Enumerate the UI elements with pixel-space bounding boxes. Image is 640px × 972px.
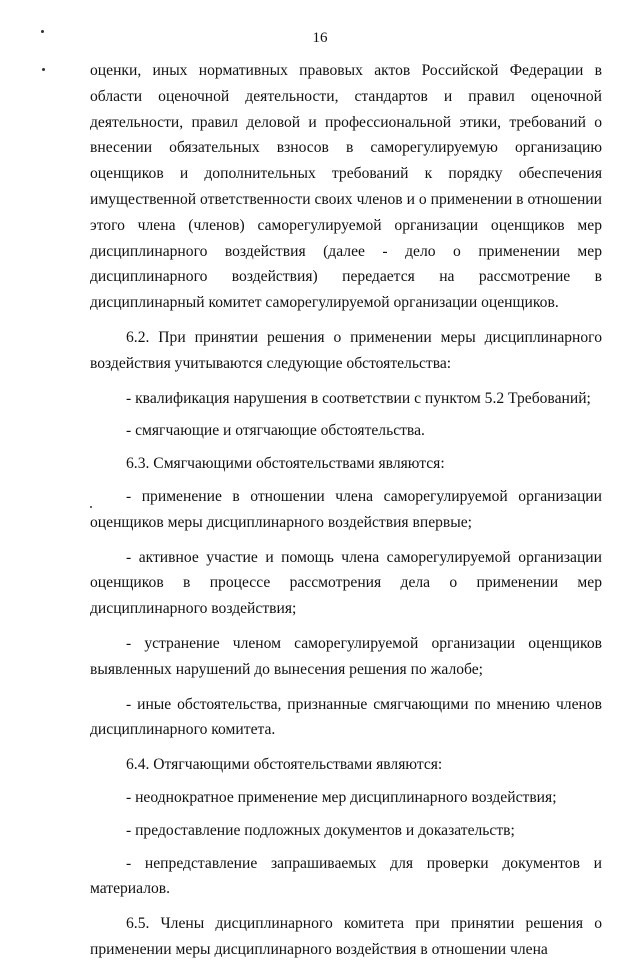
list-item-other-mitigating: - иные обстоятельства, признанные смягчающими по мнению членов дисциплинарного комитета. [90,695,602,739]
list-item-circumstances: - смягчающие и отягчающие обстоятельства. [126,422,425,440]
list-item-elimination: - устранение членом саморегулируемой организации оценщиков выявленных нарушений до вынесения решения по жалобе; [90,634,602,678]
list-item-forged-documents: - предоставление подложных документов и доказательств; [126,821,515,839]
list-item-active-participation: - активное участие и помощь члена саморегулируемой организации оценщиков в процессе рассмотрения дела о применении мер дисциплинарного воздействия; [90,548,602,618]
page-number: 16 [312,30,328,46]
list-item-repeated: - неоднократное применение мер дисциплинарного воздействия; [126,788,557,806]
list-item-non-submission: - непредставление запрашиваемых для проверки документов и материалов. [90,854,602,898]
paragraph-6-4: 6.4. Отягчающими обстоятельствами являются: [126,756,443,774]
scan-speck [41,30,44,33]
scan-speck [42,68,45,71]
list-item-qualification: - квалификация нарушения в соответствии с пунктом 5.2 Требований; [126,389,591,407]
paragraph-continuation: оценки, иных нормативных правовых актов Российской Федерации в области оценочной деятельности, стандартов и правил оценочной деятельности, правил деловой и профессиональной этики, требований о внесении обязательных взносов в саморегулируемую организацию оценщиков и дополнительных требований к порядку обеспечения имущественной ответственности своих членов и о применении в отношении этого члена (членов) саморегулируемой организации оценщиков мер дисциплинарного воздействия (далее - дело о применении мер дисциплинарного воздействия) передается на рассмотрение в дисциплинарный комитет саморегулируемой организации оценщиков. [90,62,602,312]
paragraph-6-5: 6.5. Члены дисциплинарного комитета при принятии решения о применении меры дисциплинарного воздействия в отношении члена [90,915,602,958]
paragraph-6-2: 6.2. При принятии решения о применении меры дисциплинарного воздействия учитываются следующие обстоятельства: [90,328,602,372]
paragraph-6-3: 6.3. Смягчающими обстоятельствами являются: [126,455,445,473]
list-item-first-time: - применение в отношении члена саморегулируемой организации оценщиков меры дисциплинарного воздействия впервые; [90,487,602,531]
document-body [90,58,602,972]
